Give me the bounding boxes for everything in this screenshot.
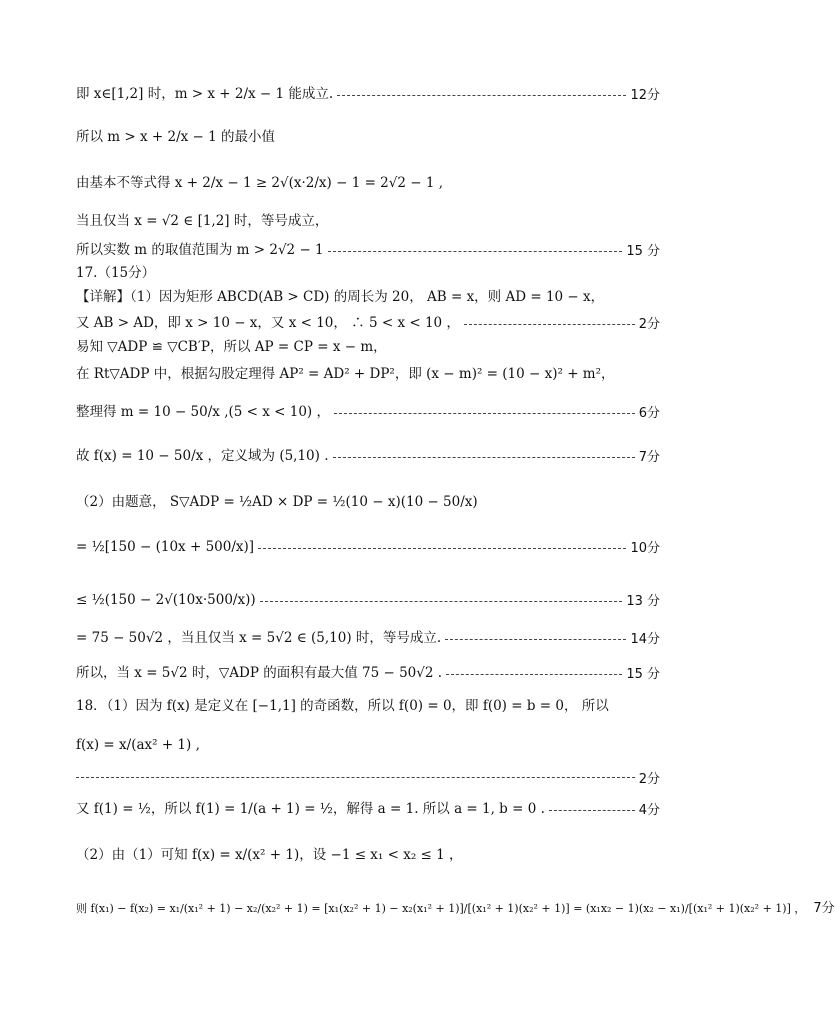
score-mark: 7分 bbox=[813, 900, 835, 916]
score-mark: 2分 bbox=[638, 316, 660, 332]
score-leader bbox=[445, 639, 626, 640]
line-text: 由基本不等式得 x + 2/x − 1 ≥ 2√(x·2/x) − 1 = 2√2 − 1 , bbox=[76, 175, 444, 192]
score-mark: 7分 bbox=[638, 449, 660, 465]
line-text: 则 f(x₁) − f(x₂) = x₁/(x₁² + 1) − x₂/(x₂² + 1) = [x₁(x₂² + 1) − x₂(x₁² + 1)]/[(x₁² + 1)(x₂² + 1)] = (x₁x₂ − 1)(x₂ − x₁)/[(x₁² + 1)(x₂² + 1)] ， bbox=[76, 901, 806, 915]
score-mark: 2分 bbox=[638, 771, 660, 787]
score-leader bbox=[258, 548, 626, 549]
line-text: 在 Rt▽ADP 中，根据勾股定理得 AP² = AD² + DP²，即 (x − m)² = (10 − x)² + m²， bbox=[76, 366, 615, 383]
solution-line bbox=[76, 446, 660, 468]
line-text: 又 f(1) = ½，所以 f(1) = 1/(a + 1) = ½，解得 a = 1. 所以 a = 1, b = 0 . bbox=[76, 801, 545, 818]
line-text: 当且仅当 x = √2 ∈ [1,2] 时，等号成立， bbox=[76, 213, 329, 230]
line-text: 17.（15分） bbox=[76, 265, 156, 282]
solution-line bbox=[76, 287, 660, 309]
solution-line bbox=[76, 313, 660, 335]
line-text: 所以实数 m 的取值范围为 m > 2√2 − 1 bbox=[76, 242, 324, 259]
solution-line bbox=[76, 127, 660, 149]
line-text: 所以 m > x + 2/x − 1 的最小值 bbox=[76, 129, 276, 146]
solution-line bbox=[76, 492, 660, 514]
solution-line bbox=[76, 897, 835, 919]
score-leader bbox=[260, 601, 623, 602]
solution-line bbox=[76, 735, 660, 757]
line-text: 所以，当 x = 5√2 时，▽ADP 的面积有最大值 75 − 50√2 . bbox=[76, 665, 443, 682]
solution-line bbox=[76, 628, 660, 650]
score-leader bbox=[333, 457, 635, 458]
solution-line bbox=[76, 799, 660, 821]
solution-line bbox=[76, 337, 660, 359]
line-text: 易知 ▽ADP ≌ ▽CB′P，所以 AP = CP = x − m， bbox=[76, 339, 387, 356]
score-mark: 12分 bbox=[630, 87, 660, 103]
solution-line bbox=[76, 173, 660, 195]
line-text: 又 AB > AD，即 x > 10 − x，又 x < 10， ∴ 5 < x < 10 ， bbox=[76, 315, 460, 332]
line-text: （2）由题意， S▽ADP = ½AD × DP = ½(10 − x)(10 − 50/x) bbox=[76, 494, 478, 511]
line-text: 整理得 m = 10 − 50/x ,(5 < x < 10) ， bbox=[76, 404, 330, 421]
solution-line bbox=[76, 240, 660, 262]
solution-line bbox=[76, 663, 660, 685]
score-leader bbox=[464, 324, 635, 325]
score-mark: 6分 bbox=[638, 405, 660, 421]
score-mark: 15 分 bbox=[626, 243, 660, 259]
score-leader bbox=[334, 413, 635, 414]
line-text: 18．（1）因为 f(x) 是定义在 [−1,1] 的奇函数，所以 f(0) = 0，即 f(0) = b = 0， 所以 bbox=[76, 698, 609, 715]
line-text: 【详解】（1）因为矩形 ABCD(AB > CD) 的周长为 20， AB = x，则 AD = 10 − x， bbox=[76, 289, 605, 306]
solution-line bbox=[76, 590, 660, 612]
solution-line bbox=[76, 402, 660, 424]
solution-line bbox=[76, 845, 660, 867]
line-text: ≤ ½(150 − 2√(10x·500/x)) bbox=[76, 592, 256, 609]
solution-line bbox=[76, 84, 660, 106]
solution-line bbox=[76, 767, 660, 787]
line-text: = ½[150 − (10x + 500/x)] bbox=[76, 539, 255, 556]
question-line bbox=[76, 696, 660, 718]
question-heading bbox=[76, 263, 660, 285]
score-leader bbox=[549, 810, 635, 811]
line-text: = 75 − 50√2 ，当且仅当 x = 5√2 ∈ (5,10) 时，等号成立. bbox=[76, 630, 442, 647]
score-mark: 15 分 bbox=[626, 666, 660, 682]
score-leader bbox=[76, 777, 635, 778]
score-leader bbox=[446, 674, 622, 675]
score-leader bbox=[328, 251, 623, 252]
score-mark: 4分 bbox=[638, 802, 660, 818]
line-text: 故 f(x) = 10 − 50/x ，定义域为 (5,10) . bbox=[76, 448, 329, 465]
solution-line bbox=[76, 211, 660, 233]
line-text: 即 x∈[1,2] 时，m > x + 2/x − 1 能成立. bbox=[76, 86, 334, 103]
score-mark: 14分 bbox=[630, 631, 660, 647]
score-mark: 10分 bbox=[630, 540, 660, 556]
solution-line bbox=[76, 537, 660, 559]
score-mark: 13 分 bbox=[626, 593, 660, 609]
score-leader bbox=[337, 95, 626, 96]
line-text: （2）由（1）可知 f(x) = x/(x² + 1)，设 −1 ≤ x₁ < x₂ ≤ 1 ， bbox=[76, 847, 463, 864]
solution-line bbox=[76, 364, 660, 386]
line-text: f(x) = x/(ax² + 1) , bbox=[76, 737, 200, 754]
